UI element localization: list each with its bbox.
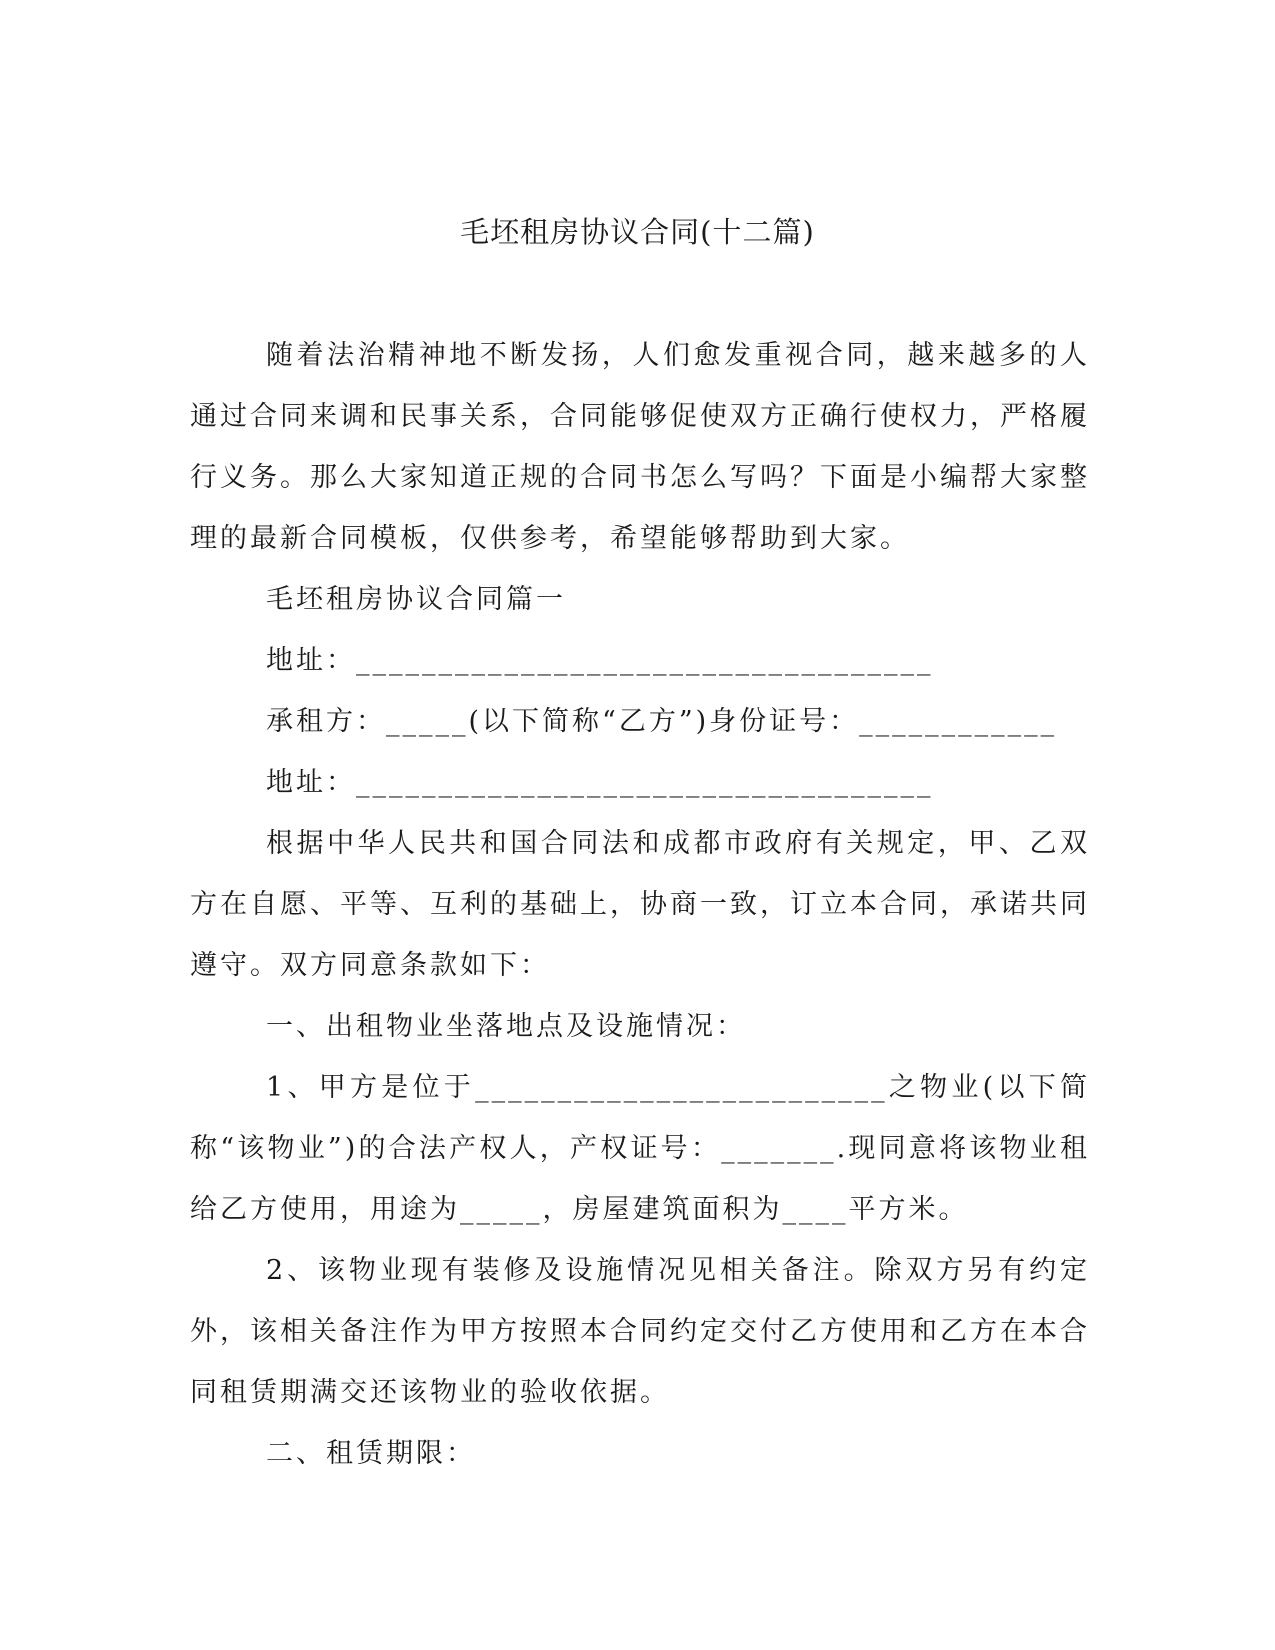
intro-paragraph: 随着法治精神地不断发扬，人们愈发重视合同，越来越多的人通过合同来调和民事关系，合同能够促使双方正确行使权力，严格履行义务。那么大家知道正规的合同书怎么写吗？下面是小编帮大家整理的最新合同模板，仅供参考，希望能够帮助到大家。 bbox=[190, 340, 1090, 554]
clause-one-item-1: 1、甲方是位于_________________________之物业(以下简称“该物业”)的合法产权人，产权证号：_______.现同意将该物业租给乙方使用，用途为_____，房屋建筑面积为____平方米。 bbox=[190, 1072, 1090, 1225]
lessee-id-line: 承租方：_____(以下简称“乙方”)身份证号：____________ bbox=[266, 706, 1058, 737]
document-title: 毛坯租房协议合同(十二篇) bbox=[460, 215, 815, 249]
section-heading-part-one: 毛坯租房协议合同篇一 bbox=[266, 584, 566, 615]
lessee-address-line: 地址：___________________________________ bbox=[266, 767, 934, 798]
clause-one-item-2: 2、该物业现有装修及设施情况见相关备注。除双方另有约定外，该相关备注作为甲方按照本合同约定交付乙方使用和乙方在本合同租赁期满交还该物业的验收依据。 bbox=[190, 1255, 1090, 1408]
legal-basis-paragraph: 根据中华人民共和国合同法和成都市政府有关规定，甲、乙双方在自愿、平等、互利的基础上，协商一致，订立本合同，承诺共同遵守。双方同意条款如下： bbox=[190, 828, 1090, 981]
clause-two-heading: 二、租赁期限： bbox=[266, 1438, 476, 1469]
lessor-address-line: 地址：___________________________________ bbox=[266, 645, 934, 676]
clause-one-heading: 一、出租物业坐落地点及设施情况： bbox=[266, 1011, 746, 1042]
document-body bbox=[190, 325, 1090, 1484]
